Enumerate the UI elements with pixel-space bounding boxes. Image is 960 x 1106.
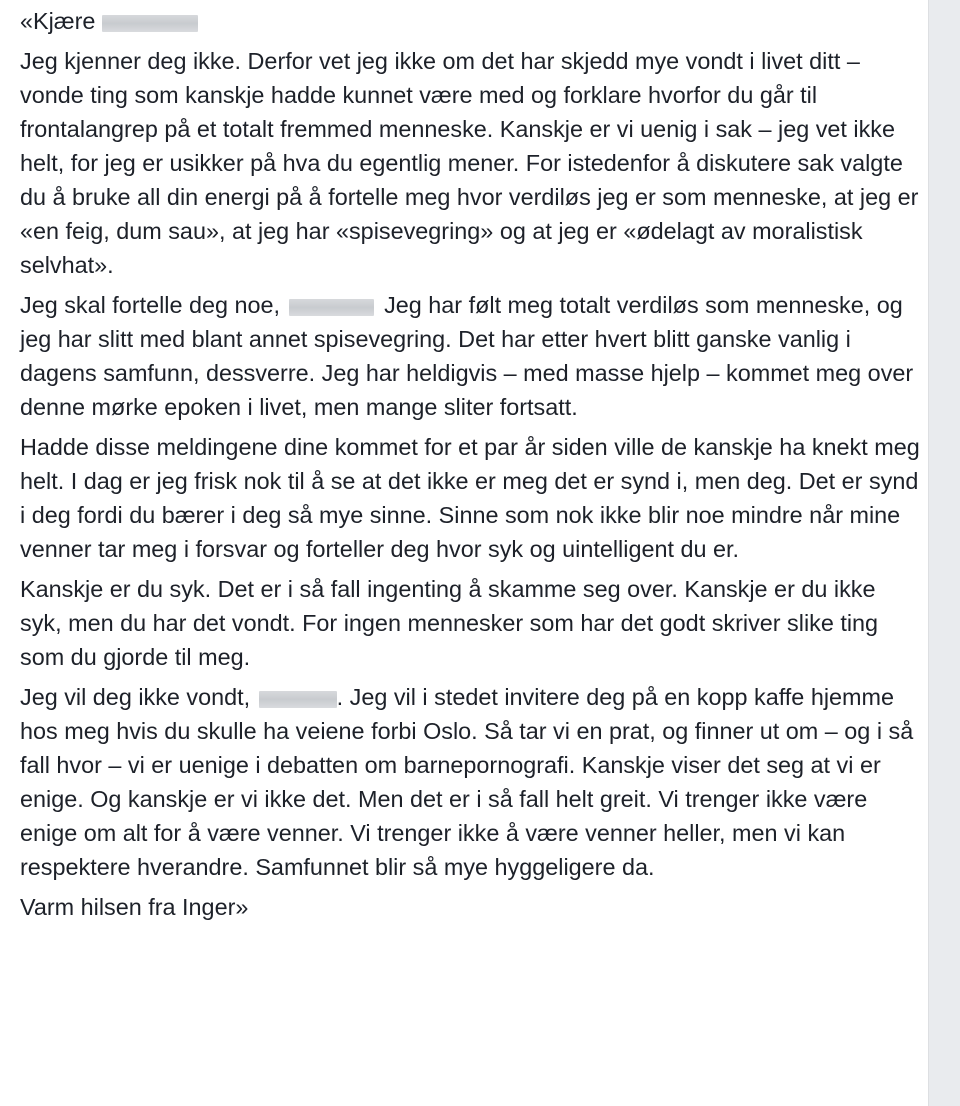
redacted-name <box>259 691 337 708</box>
paragraph-2 <box>20 288 920 424</box>
paragraph-3: Hadde disse meldingene dine kommet for et par år siden ville de kanskje ha knekt meg helt. I dag er jeg frisk nok til å se at det ikke er meg det er synd i, men deg. Det er synd i deg fordi du bærer i deg så mye sinne. Sinne som nok ikke blir noe mindre når mine venner tar meg i forsvar og forteller deg hvor syk og uintelligent du er. <box>20 434 920 562</box>
redacted-name <box>289 299 374 316</box>
paragraph-5-start: Jeg vil deg ikke vondt, <box>20 684 251 710</box>
scrollbar-track[interactable] <box>928 0 960 1106</box>
paragraph-4: Kanskje er du syk. Det er i så fall ingenting å skamme seg over. Kanskje er du ikke syk, men du har det vondt. For ingen mennesker som har det godt skriver slike ting som du gjorde til meg. <box>20 576 879 670</box>
paragraph-5-rest: . Jeg vil i stedet invitere deg på en kopp kaffe hjemme hos meg hvis du skulle ha veiene forbi Oslo. Så tar vi en prat, og finner ut om – og i så fall hvor – vi er uenige i debatten om barnepornografi. Kanskje viser det seg at vi er enige. Og kanskje er vi ikke det. Men det er i så fall helt greit. Vi trenger ikke være enige om alt for å være venner. Vi trenger ikke å være venner heller, men vi kan respektere hverandre. Samfunnet blir så mye hyggeligere da. <box>20 684 914 880</box>
redacted-name <box>102 15 198 32</box>
paragraph-2-rest: Jeg har følt meg totalt verdiløs som menneske, og jeg har slitt med blant annet spisevegring. Det har etter hvert blitt ganske vanlig i dagens samfunn, dessverre. Jeg har heldigvis – med masse hjelp – kommet meg over denne mørke epoken i livet, men mange sliter fortsatt. <box>20 292 914 420</box>
letter-closing: Varm hilsen fra Inger» <box>20 894 249 920</box>
greeting-text: «Kjære <box>20 8 96 34</box>
paragraph-2-start: Jeg skal fortelle deg noe, <box>20 292 281 318</box>
paragraph-1: Jeg kjenner deg ikke. Derfor vet jeg ikke om det har skjedd mye vondt i livet ditt – vonde ting som kanskje hadde kunnet være med og forklare hvorfor du går til frontalangrep på et totalt fremmed menneske. Kanskje er vi uenig i sak – jeg vet ikke helt, for jeg er usikker på hva du egentlig mener. For istedenfor å diskutere sak valgte du å bruke all din energi på å fortelle meg hvor verdiløs jeg er som menneske, at jeg er «en feig, dum sau», at jeg har «spisevegring» og at jeg er «ødelagt av moralistisk selvhat». <box>20 48 919 278</box>
letter-greeting <box>20 4 920 38</box>
paragraph-5 <box>20 680 920 884</box>
letter-text <box>20 4 920 924</box>
